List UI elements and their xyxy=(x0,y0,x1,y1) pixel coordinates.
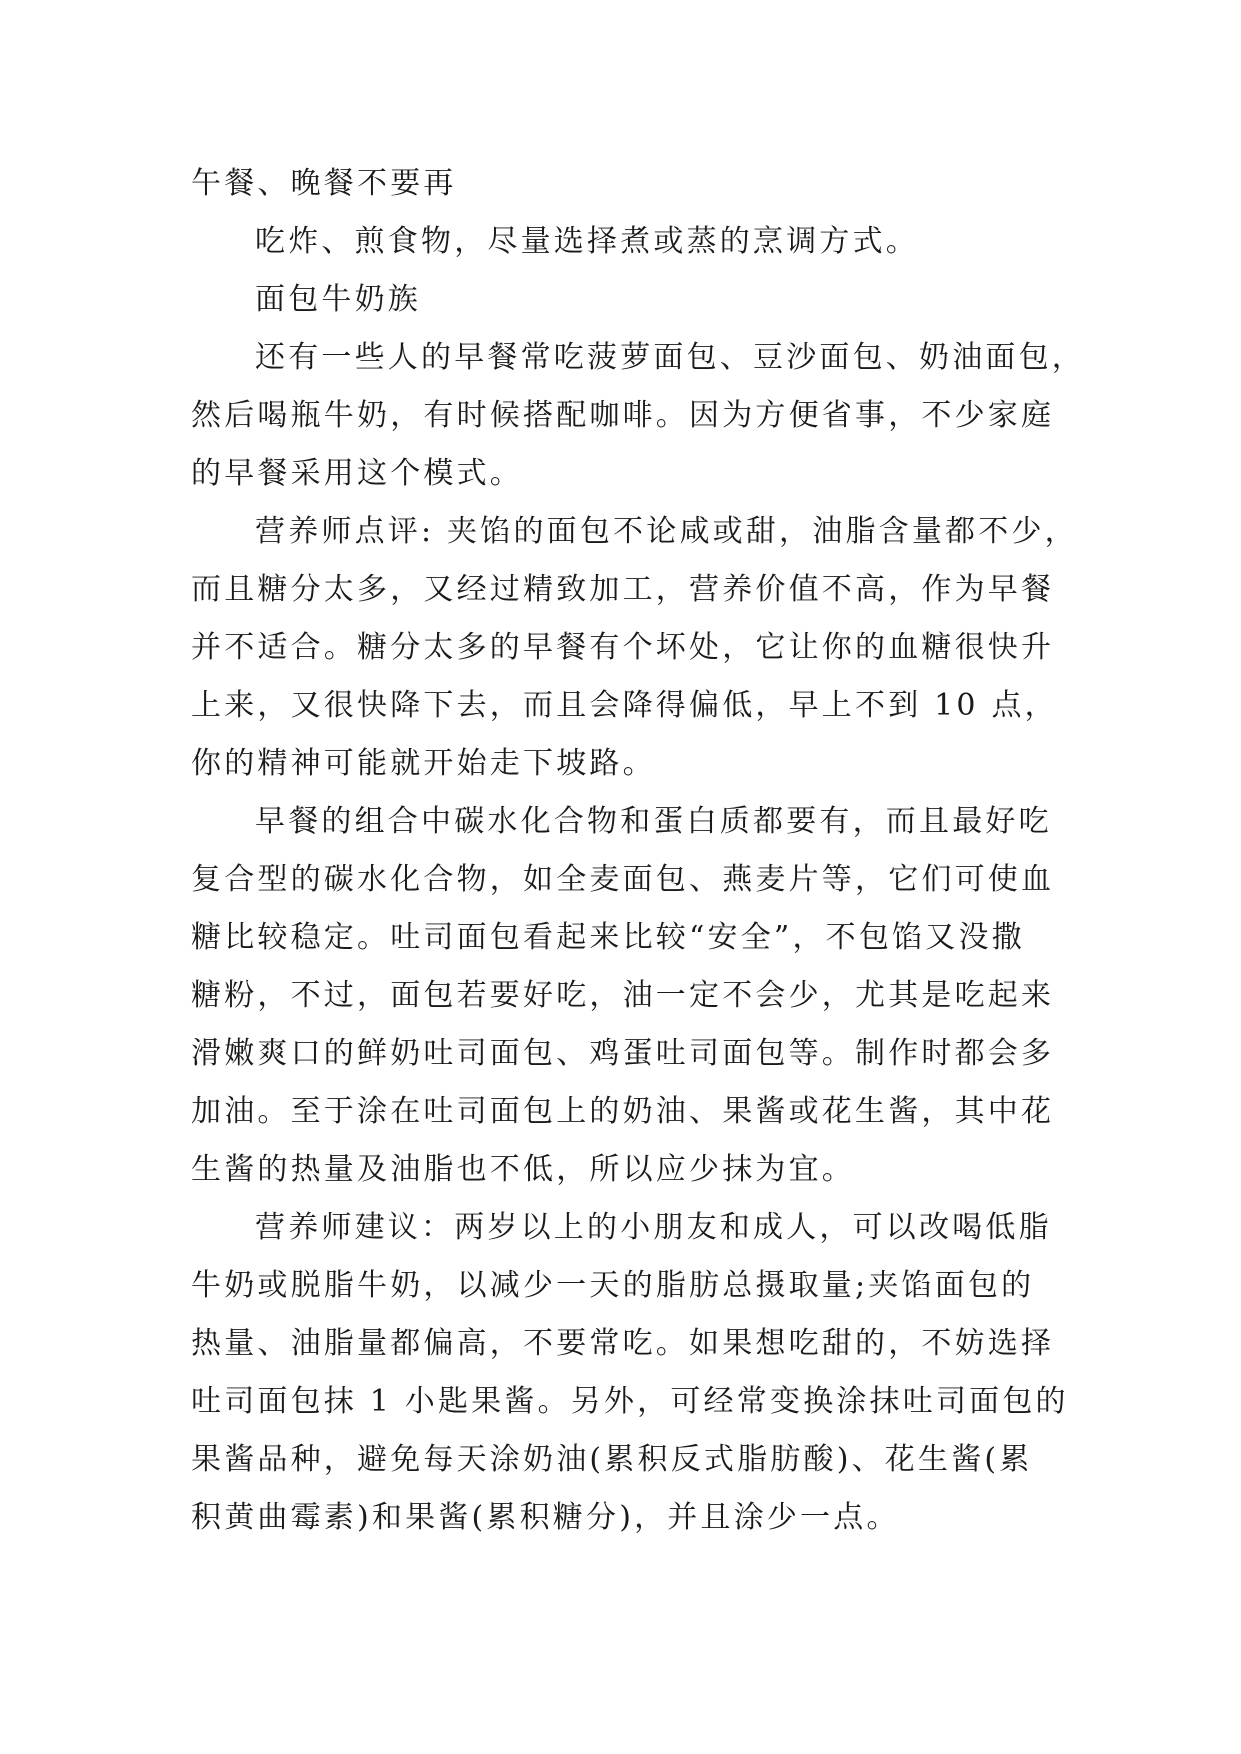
section-heading xyxy=(191,271,1053,329)
paragraph xyxy=(191,213,1053,271)
text-line: 加油。至于涂在吐司面包上的奶油、果酱或花生酱，其中花 xyxy=(191,1094,1055,1129)
text-line: 积黄曲霉素)和果酱(累积糖分)，并且涂少一点。 xyxy=(191,1500,900,1535)
text-line: 复合型的碳水化合物，如全麦面包、燕麦片等，它们可使血 xyxy=(191,862,1055,897)
text-line: 早餐的组合中碳水化合物和蛋白质都要有，而且最好吃 xyxy=(255,804,1052,839)
body-text xyxy=(191,155,1085,1547)
text-line: 果酱品种，避免每天涂奶油(累积反式脂肪酸)、花生酱(累 xyxy=(191,1442,1033,1477)
text-line: 你的精神可能就开始走下坡路。 xyxy=(191,746,656,781)
text-line: 吐司面包抹 1 小匙果酱。另外，可经常变换涂抹吐司面包的 xyxy=(191,1384,1069,1419)
text-line: 然后喝瓶牛奶，有时候搭配咖啡。因为方便省事，不少家庭 xyxy=(191,398,1055,433)
text-line: 糖比较稳定。吐司面包看起来比较“安全”，不包馅又没撒 xyxy=(191,920,1025,955)
text-line: 生酱的热量及油脂也不低，所以应少抹为宜。 xyxy=(191,1152,855,1187)
paragraph xyxy=(191,329,1085,503)
paragraph xyxy=(191,793,1053,1199)
text-line: 牛奶或脱脂牛奶，以减少一天的脂肪总摄取量;夹馅面包的 xyxy=(191,1268,1035,1303)
text-line: 午餐、晚餐不要再 xyxy=(191,166,457,201)
text-line: 滑嫩爽口的鲜奶吐司面包、鸡蛋吐司面包等。制作时都会多 xyxy=(191,1036,1055,1071)
text-line: 营养师建议：两岁以上的小朋友和成人，可以改喝低脂 xyxy=(255,1210,1052,1245)
paragraph xyxy=(191,155,1053,213)
text-line: 的早餐采用这个模式。 xyxy=(191,456,523,491)
text-line: 还有一些人的早餐常吃菠萝面包、豆沙面包、奶油面包， xyxy=(255,340,1085,375)
paragraph xyxy=(191,503,1078,793)
paragraph xyxy=(191,1199,1069,1547)
text-line: 面包牛奶族 xyxy=(255,282,421,317)
text-line: 而且糖分太多，又经过精致加工，营养价值不高，作为早餐 xyxy=(191,572,1055,607)
text-line: 营养师点评: 夹馅的面包不论咸或甜，油脂含量都不少， xyxy=(255,514,1078,549)
text-line: 糖粉，不过，面包若要好吃，油一定不会少，尤其是吃起来 xyxy=(191,978,1055,1013)
text-line: 吃炸、煎食物，尽量选择煮或蒸的烹调方式。 xyxy=(255,224,919,259)
text-line: 并不适合。糖分太多的早餐有个坏处，它让你的血糖很快升 xyxy=(191,630,1055,665)
text-line: 上来，又很快降下去，而且会降得偏低，早上不到 10 点， xyxy=(191,688,1058,723)
text-line: 热量、油脂量都偏高，不要常吃。如果想吃甜的，不妨选择 xyxy=(191,1326,1055,1361)
